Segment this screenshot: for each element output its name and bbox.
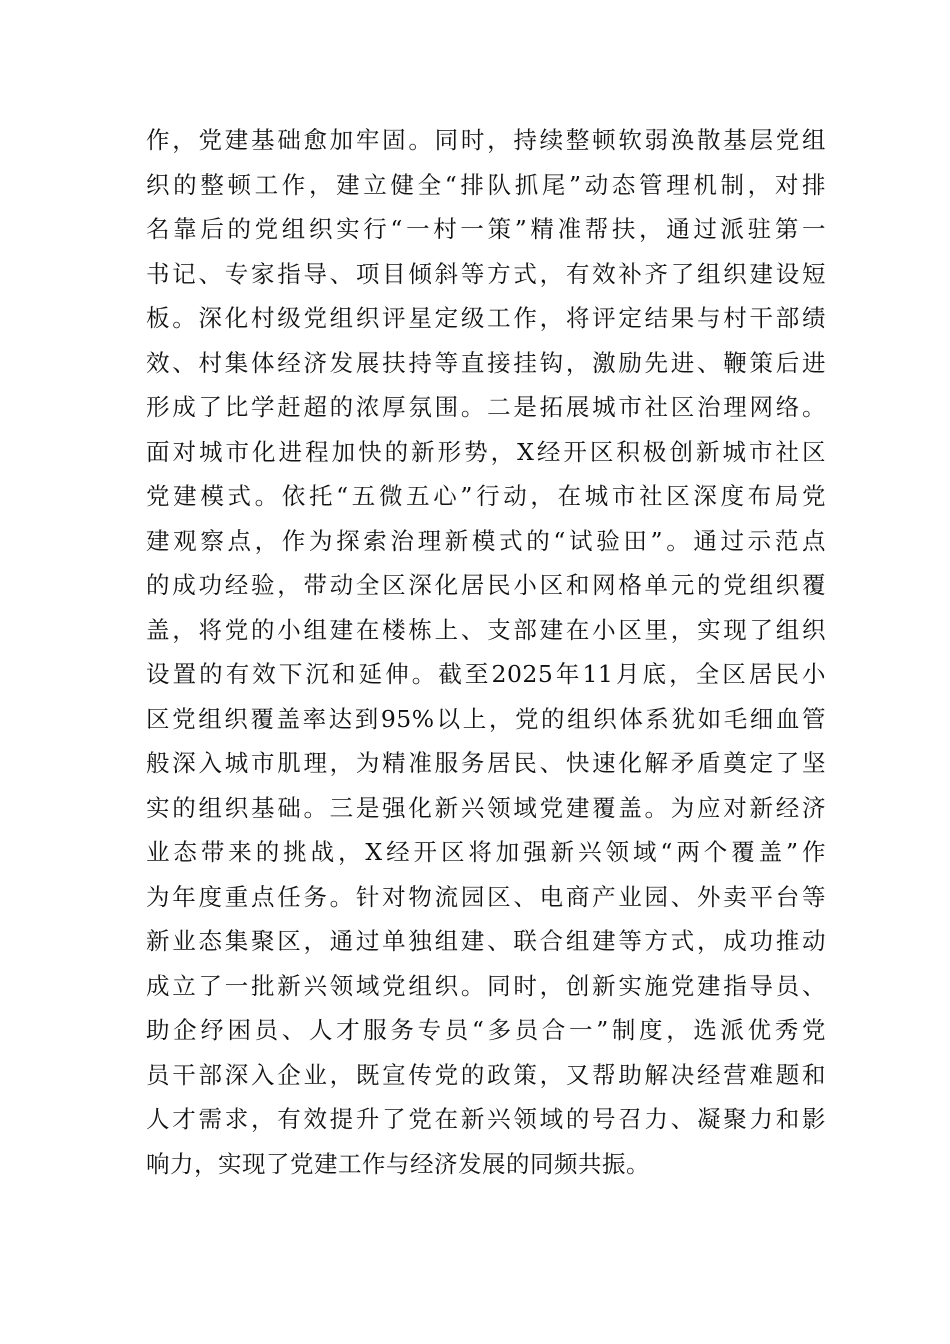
text-line: 新业态集聚区，通过单独组建、联合组建等方式，成功推动 [146,927,826,955]
text-line: 的成功经验，带动全区深化居民小区和网格单元的党组织覆 [146,571,826,599]
text-line: 业态带来的挑战，X经开区将加强新兴领域“两个覆盖”作 [146,838,826,866]
text-line: 成立了一批新兴领域党组织。同时，创新实施党建指导员、 [146,971,826,1000]
text-line: 面对城市化进程加快的新形势，X经开区积极创新城市社区 [146,437,826,466]
text-line: 形成了比学赶超的浓厚氛围。二是拓展城市社区治理网络。 [146,393,826,421]
text-line: 实的组织基础。三是强化新兴领域党建覆盖。为应对新经济 [146,793,826,822]
text-line: 响力，实现了党建工作与经济发展的同频共振。 [146,1149,650,1178]
text-line: 为年度重点任务。针对物流园区、电商产业园、外卖平台等 [146,882,826,911]
text-line: 板。深化村级党组织评星定级工作，将评定结果与村干部绩 [146,304,826,332]
text-line: 设置的有效下沉和延伸。截至2025年11月底，全区居民小 [146,660,826,688]
text-line: 书记、专家指导、项目倾斜等方式，有效补齐了组织建设短 [146,259,826,288]
text-line: 效、村集体经济发展扶持等直接挂钩，激励先进、鞭策后进 [146,348,826,377]
text-line: 建观察点，作为探索治理新模式的“试验田”。通过示范点 [146,526,826,555]
text-line: 员干部深入企业，既宣传党的政策，又帮助解决经营难题和 [146,1060,826,1089]
text-line: 区党组织覆盖率达到95%以上，党的组织体系犹如毛细血管 [146,704,826,733]
text-line: 作，党建基础愈加牢固。同时，持续整顿软弱涣散基层党组 [146,126,826,154]
text-line: 人才需求，有效提升了党在新兴领域的号召力、凝聚力和影 [146,1105,826,1133]
text-line: 助企纾困员、人才服务专员“多员合一”制度，选派优秀党 [146,1016,826,1044]
text-line: 名靠后的党组织实行“一村一策”精准帮扶，通过派驻第一 [146,215,826,243]
text-line: 般深入城市肌理，为精准服务居民、快速化解矛盾奠定了坚 [146,749,826,777]
text-line: 织的整顿工作，建立健全“排队抓尾”动态管理机制，对排 [146,170,826,199]
text-line: 盖，将党的小组建在楼栋上、支部建在小区里，实现了组织 [146,615,826,644]
body-paragraph [146,118,826,1186]
text-line: 党建模式。依托“五微五心”行动，在城市社区深度布局党 [146,482,826,510]
